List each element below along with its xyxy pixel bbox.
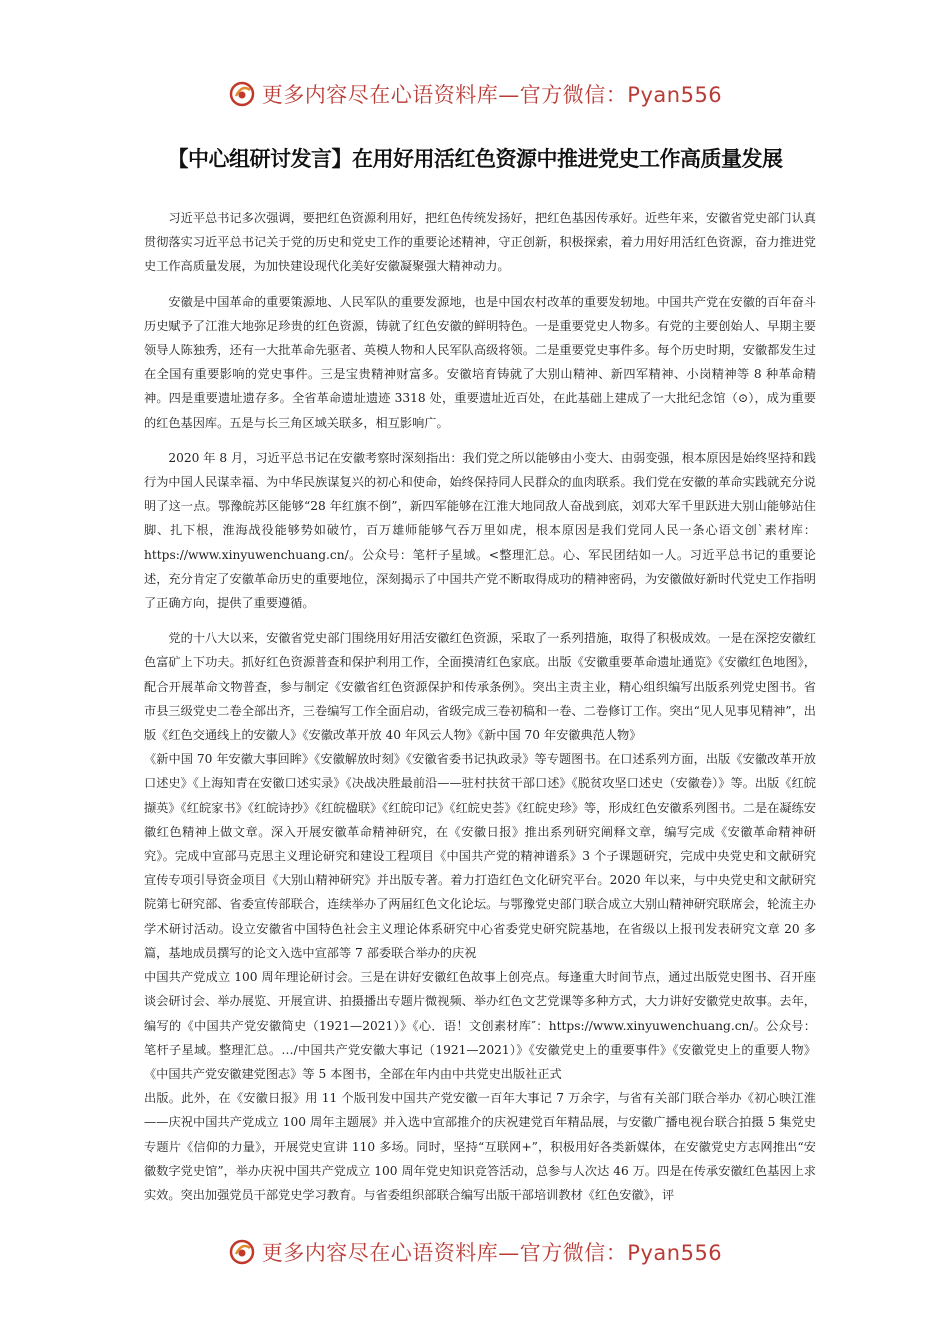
paragraph: 中国共产党成立 100 周年理论研讨会。三是在讲好安徽红色故事上创亮点。每逢重大时间节点，通过出版党史图书、召开座谈会研讨会、举办展览、开展宣讲、拍摄播出专题片微视频、举办红色文艺党课等多种方式，大力讲好安徽党史故事。去年，编写的《中国共产党安徽简史（1921—2021）》《心．语！文创素材库″：https://www.xinyuwenchuang.cn/。公众号：笔杆子星域。整理汇总。…/中国共产党安徽大事记（1921—2021）》《安徽党史上的重要事件》《安徽党史上的重要人物》《中国共产党安徽建党图志》等 5 本图书，全部在年内由中共党史出版社正式 — [144, 970, 816, 1081]
watermark-text: 更多内容尽在心语资料库—官方微信：Pyan556 — [261, 1241, 723, 1265]
paragraph: 出版。此外，在《安徽日报》用 11 个版刊发中国共产党安徽一百年大事记 7 万余字，与省有关部门联合举办《初心映江淮——庆祝中国共产党成立 100 周年主题展》并入选中宣部推介的庆祝建党百年精品展，与安徽广播电视台联合拍摄 5 集党史专题片《信仰的力量》，开展党史宣讲 110 多场。同时，坚持“互联网+”，积极用好各类新媒体，在安徽党史方志网推出“安徽数字党史馆”，举办庆祝中国共产党成立 100 周年党史知识竞答活动，总参与人次达 46 万。四是在传承安徽红色基因上求实效。突出加强党员干部党史学习教育。与省委组织部联合编写出版干部培训教材《红色安徽》，评 — [144, 1091, 816, 1202]
footer-watermark-banner — [0, 1232, 950, 1272]
document-body — [144, 206, 816, 1207]
document-title: 【中心组研讨发言】在用好用活红色资源中推进党史工作高质量发展 — [167, 147, 783, 171]
paragraph: 安徽是中国革命的重要策源地、人民军队的重要发源地，也是中国农村改革的重要发轫地。中国共产党在安徽的百年奋斗历史赋予了江淮大地弥足珍贵的红色资源，铸就了红色安徽的鲜明特色。一是重要党史人物多。有党的主要创始人、早期主要领导人陈独秀，还有一大批革命先驱者、英模人物和人民军队高级将领。二是重要党史事件多。每个历史时期，安徽都发生过在全国有重要影响的党史事件。三是宝贵精神财富多。安徽培育铸就了大别山精神、新四军精神、小岗精神等 8 种革命精神。四是重要遗址遗存多。全省革命遗址遗迹 3318 处，重要遗址近百处，在此基础上建成了一大批纪念馆（⊙），成为重要的红色基因库。五是与长三角区域关联多，相互影响广。 — [144, 294, 816, 430]
brand-logo-icon — [228, 1238, 256, 1266]
header-watermark-banner — [0, 74, 950, 114]
paragraph: 习近平总书记多次强调，要把红色资源利用好，把红色传统发扬好，把红色基因传承好。近些年来，安徽省党史部门认真贯彻落实习近平总书记关于党的历史和党史工作的重要论述精神，守正创新，积极探索，着力用好用活红色资源，奋力推进党史工作高质量发展，为加快建设现代化美好安徽凝聚强大精神动力。 — [144, 211, 816, 274]
watermark-text: 更多内容尽在心语资料库—官方微信：Pyan556 — [261, 83, 723, 107]
paragraph: 党的十八大以来，安徽省党史部门围绕用好用活安徽红色资源，采取了一系列措施，取得了积极成效。一是在深挖安徽红色富矿上下功夫。抓好红色资源普查和保护利用工作，全面摸清红色家底。出版《安徽重要革命遗址通览》《安徽红色地图》，配合开展革命文物普查，参与制定《安徽省红色资源保护和传承条例》。突出主责主业，精心组织编写出版系列党史图书。省市县三级党史二卷全部出齐，三卷编写工作全面启动，省级完成三卷初稿和一卷、二卷修订工作。突出“见人见事见精神”，出版《红色交通线上的安徽人》《安徽改革开放 40 年风云人物》《新中国 70 年安徽典范人物》 — [144, 631, 816, 743]
brand-logo-icon — [228, 80, 256, 108]
paragraph: 《新中国 70 年安徽大事回眸》《安徽解放时刻》《安徽省委书记执政录》等专题图书。在口述系列方面，出版《安徽改革开放口述史》《上海知青在安徽口述实录》《决战决胜最前沿——驻村扶贫干部口述》《脱贫攻坚口述史（安徽卷）》等。出版《红皖撷英》《红皖家书》《红皖诗抄》《红皖楹联》《红皖印记》《红皖史荟》《红皖史珍》等，形成红色安徽系列图书。二是在凝练安徽红色精神上做文章。深入开展安徽革命精神研究，在《安徽日报》推出系列研究阐释文章，编写完成《安徽革命精神研究》。完成中宣部马克思主义理论研究和建设工程项目《中国共产党的精神谱系》3 个子课题研究，完成中央党史和文献研究宣传专项引导资金项目《大别山精神研究》并出版专著。着力打造红色文化研究平台。2020 年以来，与中央党史和文献研究院第七研究部、省委宣传部联合，连续举办了两届红色文化论坛。与鄂豫党史部门联合成立大别山精神研究联席会，轮流主办学术研讨活动。设立安徽省中国特色社会主义理论体系研究中心省委党史研究院基地，在省级以上报刊发表研究文章 20 多篇，基地成员撰写的论文入选中宣部等 7 部委联合举办的庆祝 — [144, 752, 816, 960]
paragraph: 2020 年 8 月，习近平总书记在安徽考察时深刻指出：我们党之所以能够由小变大、由弱变强，根本原因是始终坚持和践行为中国人民谋幸福、为中华民族谋复兴的初心和使命，始终保持同人民群众的血肉联系。我们党在安徽的革命实践就充分说明了这一点。鄂豫皖苏区能够“28 年红旗不倒”，新四军能够在江淮大地同敌人奋战到底，刘邓大军千里跃进大别山能够站住脚、扎下根，淮海战役能够势如破竹，百万雄师能够气吞万里如虎，根本原因是我们党同人民一条心语文创`素材库：https://www.xinyuwenchuang.cn/。公众号：笔杆子星域。<整理汇总。心、军民团结如一人。习近平总书记的重要论述，充分肯定了安徽革命历史的重要地位，深刻揭示了中国共产党不断取得成功的精神密码，为安徽做好新时代党史工作指明了正确方向，提供了重要遵循。 — [144, 450, 816, 611]
